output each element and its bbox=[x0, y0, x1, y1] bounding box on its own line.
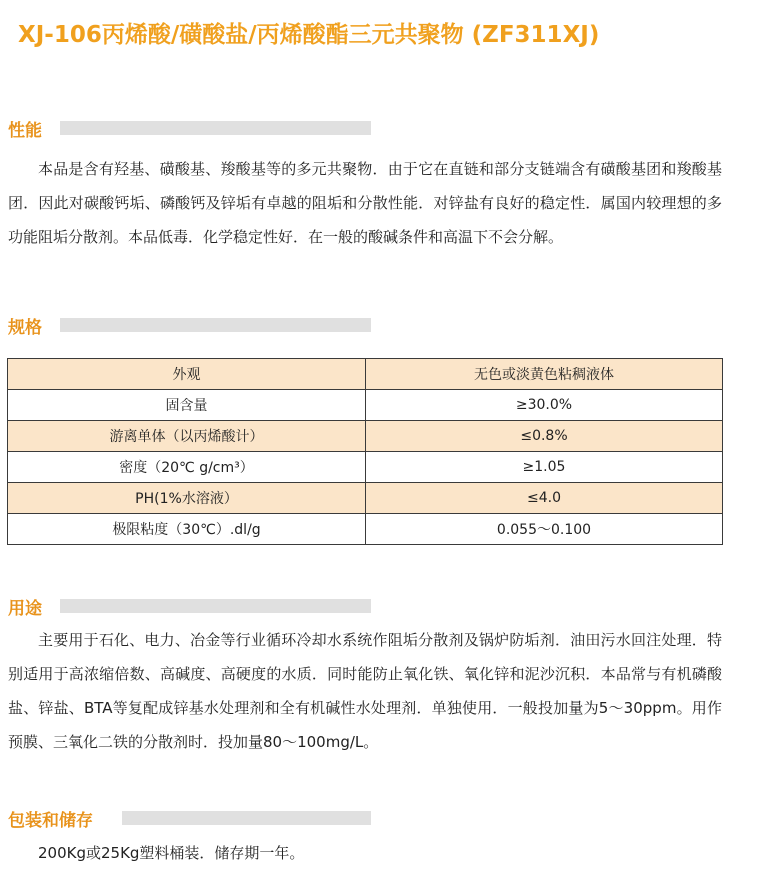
spec-value: ≤4.0 bbox=[366, 483, 723, 514]
spec-value: 0.055～0.100 bbox=[366, 514, 723, 545]
table-row bbox=[8, 390, 723, 421]
table-row bbox=[8, 452, 723, 483]
table-row bbox=[8, 514, 723, 545]
page-title: XJ-106丙烯酸/磺酸盐/丙烯酸酯三元共聚物 (ZF311XJ) bbox=[18, 22, 600, 48]
heading-bar-fill bbox=[60, 121, 371, 135]
spec-name: 固含量 bbox=[8, 390, 366, 421]
section-label: 包装和储存 bbox=[8, 810, 93, 831]
section-heading-packaging bbox=[8, 808, 93, 831]
section-heading-specs bbox=[8, 315, 42, 338]
heading-bar-fill bbox=[60, 599, 371, 613]
spec-name: 游离单体（以丙烯酸计） bbox=[8, 421, 366, 452]
table-row bbox=[8, 483, 723, 514]
section-heading-usage bbox=[8, 596, 42, 619]
spec-name: 外观 bbox=[8, 359, 366, 390]
spec-value: 无色或淡黄色粘稠液体 bbox=[366, 359, 723, 390]
spec-name: 密度（20℃ g/cm³） bbox=[8, 452, 366, 483]
heading-bar-fill bbox=[122, 811, 371, 825]
section-label: 性能 bbox=[8, 120, 42, 141]
usage-paragraph: 主要用于石化、电力、冶金等行业循环冷却水系统作阻垢分散剂及锅炉防垢剂．油田污水回注处理．特别适用于高浓缩倍数、高碱度、高硬度的水质．同时能防止氧化铁、氧化锌和泥沙沉积．本品常与有机磷酸盐、锌盐、BTA等复配成锌基水处理剂和全有机碱性水处理剂．单独使用．一般投加量为5～30ppm。用作预膜、三氧化二铁的分散剂时．投加量80～100mg/L。 bbox=[8, 631, 722, 751]
spec-value: ≥30.0% bbox=[366, 390, 723, 421]
heading-bar-fill bbox=[60, 318, 371, 332]
spec-name: PH(1%水溶液） bbox=[8, 483, 366, 514]
spec-name: 极限粘度（30℃）.dl/g bbox=[8, 514, 366, 545]
packaging-paragraph: 200Kg或25Kg塑料桶装．储存期一年。 bbox=[38, 844, 305, 862]
spec-value: ≤0.8% bbox=[366, 421, 723, 452]
table-row bbox=[8, 359, 723, 390]
section-label: 用途 bbox=[8, 598, 42, 619]
spec-value: ≥1.05 bbox=[366, 452, 723, 483]
spec-table bbox=[7, 358, 723, 545]
section-label: 规格 bbox=[8, 317, 42, 338]
table-row bbox=[8, 421, 723, 452]
properties-paragraph: 本品是含有羟基、磺酸基、羧酸基等的多元共聚物．由于它在直链和部分支链端含有磺酸基团和羧酸基团．因此对碳酸钙垢、磷酸钙及锌垢有卓越的阻垢和分散性能．对锌盐有良好的稳定性．属国内较理想的多功能阻垢分散剂。本品低毒．化学稳定性好．在一般的酸碱条件和高温下不会分解。 bbox=[8, 160, 722, 246]
section-heading-properties bbox=[8, 118, 42, 141]
